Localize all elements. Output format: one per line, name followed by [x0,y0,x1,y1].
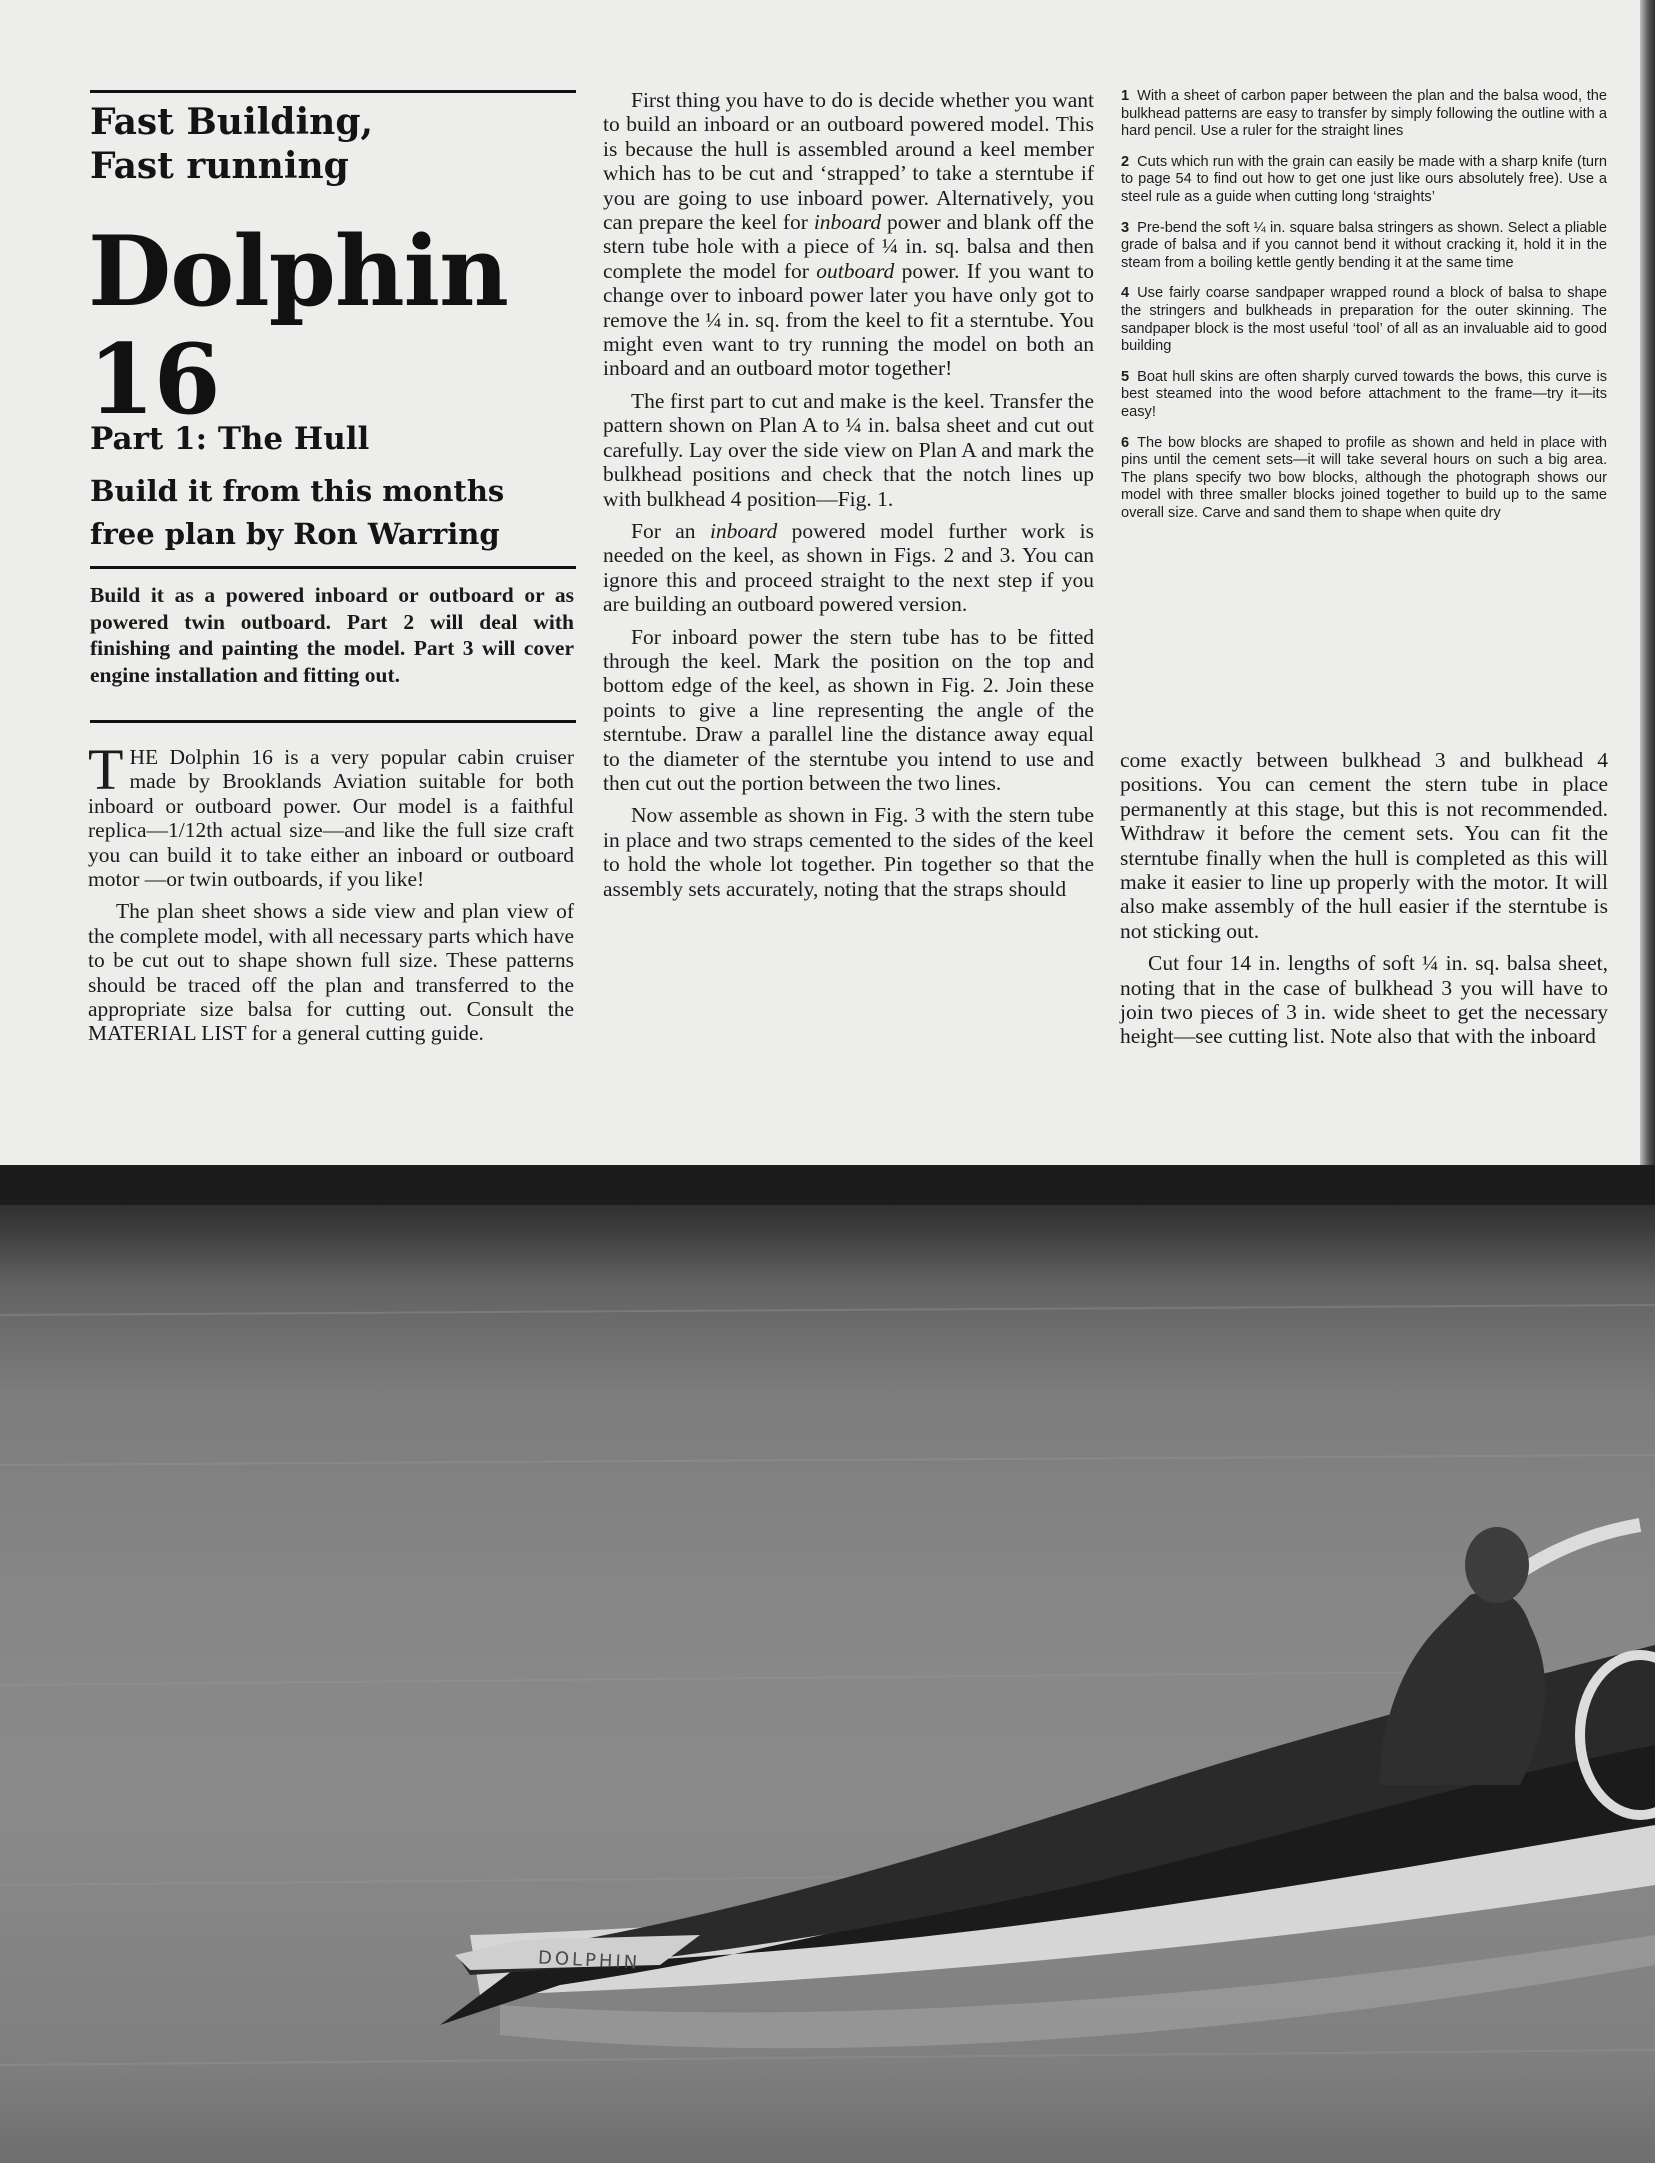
caption-number: 3 [1121,219,1130,236]
hull-name-lettering: DOLPHIN [537,1947,641,1974]
title-line-1: Dolphin [88,215,508,328]
text-run: power and blank off the stern tube hole with a piece of ¼ in. sq. balsa and then complete the model for [603,210,1094,283]
body-paragraph: The plan sheet shows a side view and plan view of the complete model, with all necessary parts which have to be cut out to shape shown full size. These patterns should be traced off the plan and transferred to the appropriate size balsa for cutting out. Consult the MATERIAL LIST for a general cutting guide. [88,899,574,1046]
body-column-1 [88,737,574,1054]
caption-3 [1121,220,1607,273]
body-paragraph: The first part to cut and make is the keel. Transfer the pattern shown on Plan A to ¼ in. balsa sheet and cut out carefully. Lay over the side view on Plan A and mark the bulkhead positions and check that the notch lines up with bulkhead 4 position—Fig. 1. [603,388,1094,511]
caption-number: 1 [1121,88,1130,104]
paragraph-text: HE Dolphin 16 is a very popular cabin cruiser made by Brooklands Aviation suitable for both inboard or outboard power. Our model is a faithful replica—1/12th actual size—and like the full size craft you can build it to take either an inboard or outboard motor —or twin outboards, if you like! [88,745,574,892]
subtitle-line-1: Build it from this months [90,474,505,508]
caption-text: Boat hull skins are often sharply curved towards the bows, this curve is best steamed into the wood before attachment to the frame—try it—its easy! [1121,368,1607,420]
emphasis: outboard [816,258,895,283]
caption-6 [1121,435,1607,523]
boat-photo [0,1165,1655,2163]
article-title [88,215,578,436]
subtitle-line-2: free plan by Ron Warring [90,517,500,551]
person-figure [1380,1591,1545,1785]
caption-text: Use fairly coarse sandpaper wrapped round a block of balsa to shape the stringers and bulkheads in preparation for the outer skinning. The sandpaper block is the most useful ‘tool’ of all as an invaluable aid to good building [1121,285,1607,355]
top-rule [90,90,576,93]
text-run: For an [631,518,710,543]
shoreline [0,1165,1655,1205]
drop-cap: T [88,737,124,802]
caption-number: 6 [1121,434,1130,451]
boat-illustration [0,1165,1655,2163]
caption-number: 5 [1121,368,1130,385]
body-paragraph [603,88,1094,381]
caption-5 [1121,369,1607,422]
body-paragraph: Now assemble as shown in Fig. 3 with the stern tube in place and two straps cemented to the sides of the keel to hold the whole lot together. Pin together so that the assembly sets accurately, noting that the straps should [603,803,1094,901]
body-paragraph: For inboard power the stern tube has to be fitted through the keel. Mark the position on the top and bottom edge of the keel, as shown in Fig. 2. Join these points to give a line representing the angle of the sterntube. Draw a parallel line the distance away equal to the diameter of the sterntube you intend to use and then cut out the portion between the two lines. [603,624,1094,795]
text-run: First thing you have to do is decide whether you want to build an inboard or an outboard powered model. This is because the hull is assembled around a keel member which has to be cut and ‘strapped’ to take a sterntube if you are going to use inboard power. Alternatively, you can prepare the keel for [603,88,1094,235]
kicker-line-1: Fast Building, [90,101,374,143]
standfirst: Build it as a powered inboard or outboard or as powered twin outboard. Part 2 will deal with finishing and painting the model. Part 3 will cover engine installation and fitting out. [90,583,574,687]
caption-4 [1121,285,1607,355]
body-column-2 [603,88,1094,909]
person-head [1465,1527,1529,1603]
part-heading: Part 1: The Hull [90,421,370,457]
body-paragraph [88,737,574,892]
photo-captions [1121,88,1607,535]
caption-text: Pre-bend the soft ¼ in. square balsa stringers as shown. Select a pliable grade of balsa and if you cannot bend it without cracking it, hold it in the steam from a boiling kettle gently bending it at the same time [1121,219,1607,271]
body-paragraph: come exactly between bulkhead 3 and bulkhead 4 positions. You can cement the stern tube in place permanently at this stage, but this is not recommended. Withdraw it before the cement sets. You can fit the sterntube finally when the hull is completed as this will make it easier to line up properly with the motor. It will also make assembly of the hull easier if the sterntube is not sticking out. [1120,748,1608,943]
caption-number: 4 [1121,285,1130,302]
caption-text: Cuts which run with the grain can easily be made with a sharp knife (turn to page 54 to find out how to get one just like ours absolutely free). Use a steel rule as a guide when cutting long ‘straights’ [1121,153,1607,205]
kicker-line-2: Fast running [90,145,349,187]
body-paragraph [603,519,1094,617]
standfirst-bottom-rule [90,720,576,723]
caption-1 [1121,88,1607,141]
kicker [90,100,570,188]
caption-number: 2 [1121,153,1130,170]
body-column-3 [1120,748,1608,1057]
title-line-2: 16 [88,323,220,436]
subtitle [90,470,590,556]
text-run: powered model further work is needed on the keel, as shown in Figs. 2 and 3. You can ignore this and proceed straight to the next step if you are building an outboard powered version. [603,518,1094,617]
emphasis: inboard [709,518,778,543]
caption-text: The bow blocks are shaped to profile as shown and held in place with pins until the cement sets—it will take several hours on such a big area. The plans specify two bow blocks, although the photograph shows our model with three smaller blocks joined together to build up to the same overall size. Carve and sand them to shape when quite dry [1121,434,1607,521]
caption-text: With a sheet of carbon paper between the plan and the balsa wood, the bulkhead patterns are easy to transfer by simply following the outline with a hard pencil. Use a ruler for the straight lines [1121,88,1607,140]
emphasis: inboard [813,210,882,235]
body-paragraph: Cut four 14 in. lengths of soft ¼ in. sq. balsa sheet, noting that in the case of bulkhead 3 you will have to join two pieces of 3 in. wide sheet to get the necessary height—see cutting list. Note also that with the inboard [1120,951,1608,1049]
standfirst-top-rule [90,566,576,569]
text-run: power. If you want to change over to inboard power later you have only got to remove the ¼ in. sq. from the keel to fit a sterntube. You might even want to try running the model on both an inboard and an outboard motor together! [603,258,1094,381]
caption-2 [1121,154,1607,207]
